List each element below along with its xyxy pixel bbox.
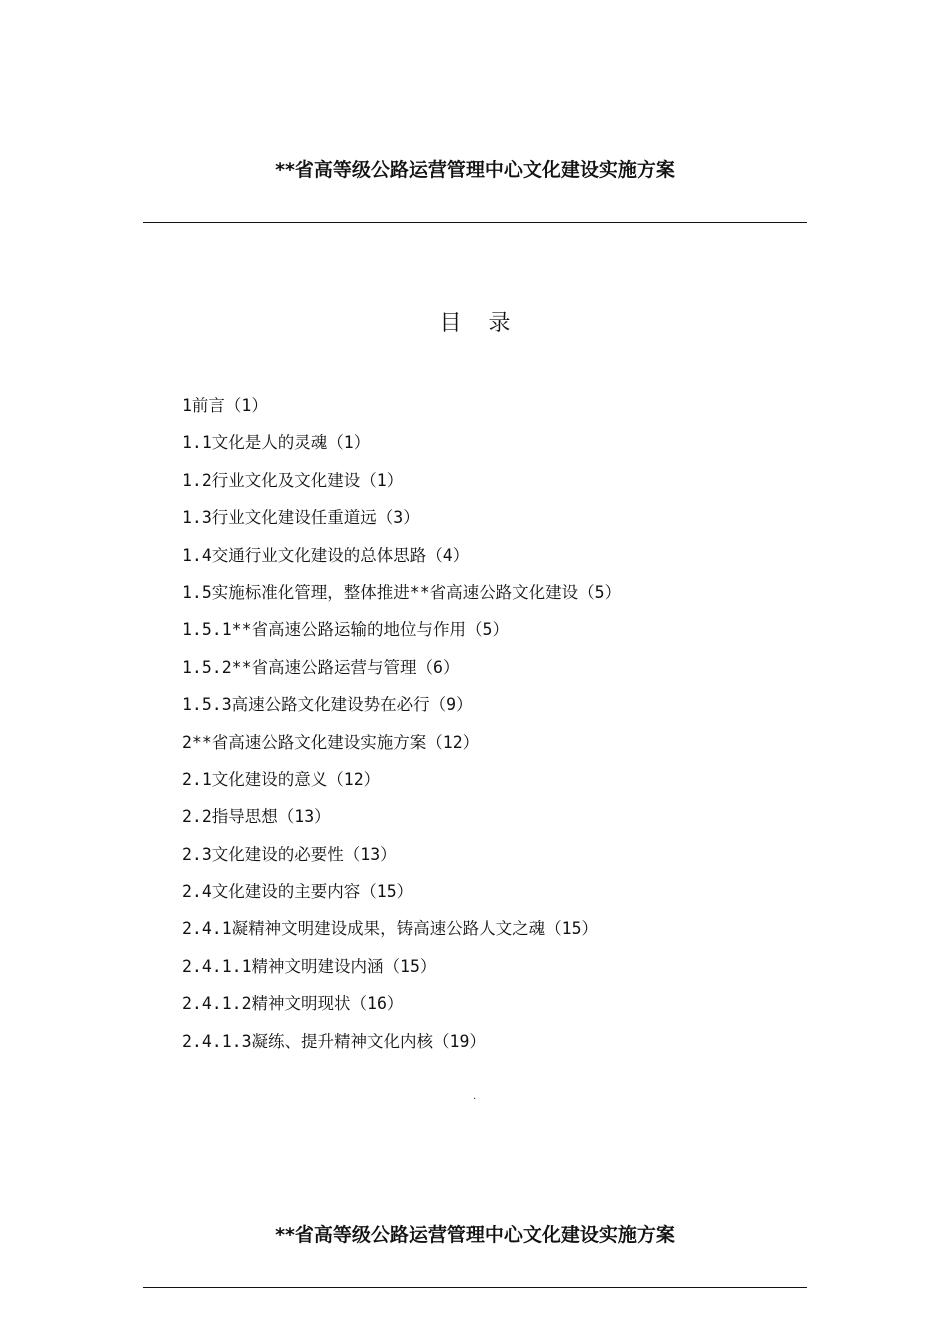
toc-entry[interactable]: 1.2行业文化及文化建设（1）	[182, 470, 404, 490]
table-of-contents	[182, 394, 621, 1067]
toc-entry[interactable]: 2.3文化建设的必要性（13）	[182, 844, 397, 864]
toc-entry[interactable]: 2.2指导思想（13）	[182, 807, 331, 827]
toc-entry[interactable]: 1.4交通行业文化建设的总体思路（4）	[182, 545, 470, 565]
toc-entry[interactable]: 2.1文化建设的意义（12）	[182, 769, 381, 789]
toc-entry[interactable]: 2.4.1凝精神文明建设成果，铸高速公路人文之魂（15）	[182, 919, 599, 939]
toc-entry[interactable]: 1.5实施标准化管理，整体推进**省高速公路文化建设（5）	[182, 582, 622, 602]
toc-entry[interactable]: 2.4.1.3凝练、提升精神文化内核（19）	[182, 1031, 486, 1051]
next-page-header-title: **省高等级公路运营管理中心文化建设实施方案	[275, 1224, 675, 1246]
header-divider	[143, 222, 807, 223]
toc-entry[interactable]: 1.1文化是人的灵魂（1）	[182, 433, 371, 453]
toc-title: 目 录	[439, 311, 521, 336]
toc-entry[interactable]: 2.4.1.2精神文明现状（16）	[182, 994, 404, 1014]
toc-entry[interactable]: 2.4文化建设的主要内容（15）	[182, 882, 414, 902]
toc-entry[interactable]: 1前言（1）	[182, 396, 268, 415]
toc-entry[interactable]: 1.5.1**省高速公路运输的地位与作用（5）	[182, 620, 509, 640]
page-header-title: **省高等级公路运营管理中心文化建设实施方案	[275, 159, 675, 181]
toc-entry[interactable]: 2.4.1.1精神文明建设内涵（15）	[182, 956, 437, 976]
toc-entry[interactable]: 1.5.3高速公路文化建设势在必行（9）	[182, 695, 473, 715]
next-page-header-divider	[143, 1287, 807, 1288]
toc-entry[interactable]: 1.5.2**省高速公路运营与管理（6）	[182, 657, 460, 677]
toc-entry[interactable]: 2**省高速公路文化建设实施方案（12）	[182, 732, 480, 752]
toc-entry[interactable]: 1.3行业文化建设任重道远（3）	[182, 508, 420, 528]
page-marker: ·	[473, 1094, 477, 1105]
